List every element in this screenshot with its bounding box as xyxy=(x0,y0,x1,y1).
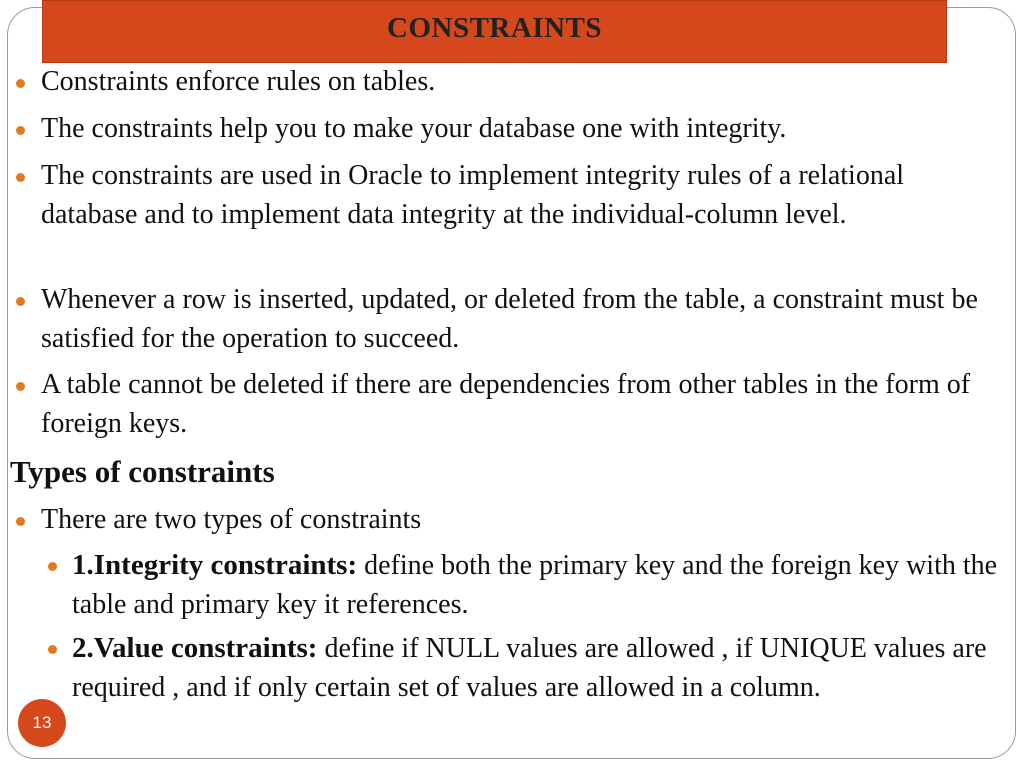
bullet-text: The constraints are used in Oracle to implement integrity rules of a relational database and to implement data integrity at the individual-column level. xyxy=(41,160,905,230)
bullet-dot-icon xyxy=(16,173,25,182)
bullet-dot-icon xyxy=(16,79,25,88)
sub-bullet-text xyxy=(72,629,998,707)
bullet-item xyxy=(16,63,1006,102)
bullet-item xyxy=(16,501,1006,540)
bullet-dot-icon xyxy=(16,517,25,526)
slide-title: CONSTRAINTS xyxy=(387,12,602,44)
constraint-term: 2.Value constraints: xyxy=(72,632,318,664)
constraint-description: define both the primary key and the foreign key with the table and primary key it references. xyxy=(72,550,998,620)
bullet-dot-icon xyxy=(16,297,25,306)
bullet-text: A table cannot be deleted if there are dependencies from other tables in the form of foreign keys. xyxy=(41,369,971,439)
bullet-dot-icon xyxy=(16,126,25,135)
bullet-item xyxy=(16,110,1006,149)
constraint-term: 1.Integrity constraints: xyxy=(72,549,358,581)
bullet-dot-icon xyxy=(16,382,25,391)
sub-bullet-item xyxy=(48,546,998,624)
bullet-text: There are two types of constraints xyxy=(41,504,422,535)
section-heading: Types of constraints xyxy=(10,454,275,489)
page-number-badge: 13 xyxy=(18,699,66,747)
bullet-dot-icon xyxy=(48,562,57,571)
bullet-item xyxy=(16,281,1006,358)
bullet-text: Whenever a row is inserted, updated, or deleted from the table, a constraint must be satisfied for the operation to succeed. xyxy=(41,284,978,354)
title-bar xyxy=(42,0,947,63)
bullet-item xyxy=(16,157,1006,234)
bullet-text: Constraints enforce rules on tables. xyxy=(41,66,436,97)
sub-bullet-text xyxy=(72,546,998,624)
bullet-item xyxy=(16,366,1006,443)
sub-bullet-item xyxy=(48,629,998,707)
constraint-description: define if NULL values are allowed , if UNIQUE values are required , and if only certain set of values are allowed in a column. xyxy=(72,633,987,703)
bullet-text: The constraints help you to make your database one with integrity. xyxy=(41,113,787,144)
bullet-dot-icon xyxy=(48,645,57,654)
